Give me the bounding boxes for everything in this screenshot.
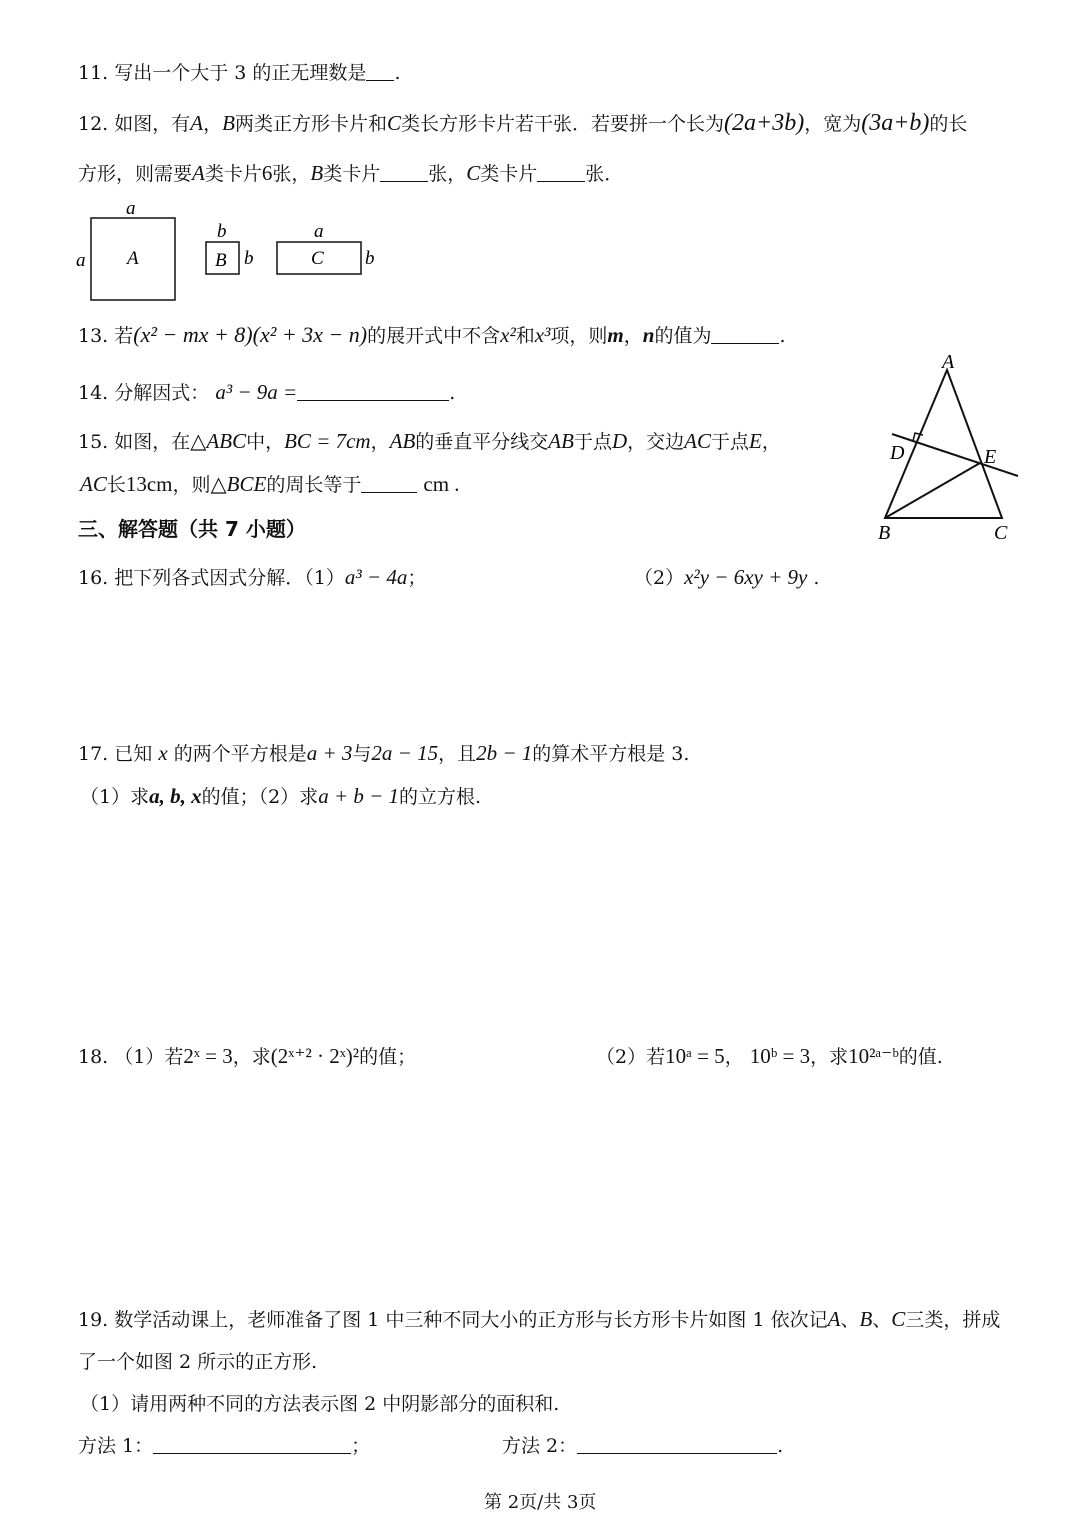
q15-text: ，交边 xyxy=(627,431,685,453)
question-18-part2 xyxy=(596,1043,943,1070)
q13-text: ， xyxy=(623,325,643,347)
q13-n: n xyxy=(642,323,655,347)
q18-expr-2: (2ˣ⁺² · 2ˣ)² xyxy=(270,1044,360,1068)
q13-term-x3: x³ xyxy=(534,323,551,347)
q11-blank[interactable] xyxy=(366,62,394,81)
q16-text: 把下列各式因式分解．（1） xyxy=(114,567,345,589)
q15-triangle-figure xyxy=(868,346,1028,546)
question-19-part1: （1）请用两种不同的方法表示图 2 中阴影部分的面积和. xyxy=(80,1393,560,1415)
q19-text: 、 xyxy=(872,1309,892,1331)
q13-end: . xyxy=(779,325,786,347)
q15-triangle-abc: △ABC xyxy=(190,429,247,453)
question-19-line2: 了一个如图 2 所示的正方形. xyxy=(78,1351,318,1373)
q12-number: 12. xyxy=(78,113,109,135)
q17-expr-1: a + 3 xyxy=(306,741,353,765)
question-16-part2 xyxy=(634,564,819,591)
q17-text: ，且 xyxy=(438,743,477,765)
q12-text: 如图，有 xyxy=(114,113,191,135)
question-17-line2 xyxy=(80,783,481,810)
q17-expr-4: a + b − 1 xyxy=(318,784,400,808)
point-e-label: E xyxy=(984,446,997,468)
question-19-method1 xyxy=(78,1433,370,1459)
q18-text: ，求 xyxy=(810,1046,849,1068)
q15-text: 长 xyxy=(106,474,126,496)
q11-number: 11. xyxy=(78,62,109,84)
q12-blank-b[interactable] xyxy=(380,163,428,182)
q15-point-e: E xyxy=(749,429,762,453)
q11-end: . xyxy=(394,62,401,84)
q14-text: 分解因式： xyxy=(114,382,210,404)
card-a-top-label: a xyxy=(126,198,136,219)
q15-ac-length: 13cm xyxy=(125,472,173,496)
q18-text: 的值； xyxy=(359,1046,417,1068)
method-1-blank[interactable] xyxy=(153,1435,351,1454)
q12-text: 类卡片 xyxy=(323,163,381,185)
q12-blank-c[interactable] xyxy=(537,163,585,182)
q12-c: C xyxy=(466,161,481,185)
q15-text: 的周长等于 xyxy=(266,474,362,496)
question-11 xyxy=(78,60,400,86)
q12-length-expr: (2a+3b) xyxy=(724,110,805,136)
q17-text: 与 xyxy=(352,743,372,765)
question-19-line1 xyxy=(78,1306,1000,1333)
q14-number: 14. xyxy=(78,382,109,404)
q12-a: A xyxy=(192,161,205,185)
point-b-label: B xyxy=(878,522,891,544)
q13-text: 项，则 xyxy=(550,325,608,347)
q18-text: ， xyxy=(724,1046,744,1068)
point-a-label: A xyxy=(942,351,955,373)
q17-text: 已知 xyxy=(114,743,153,765)
q12-text: 张， xyxy=(428,163,467,185)
q15-text: 如图，在 xyxy=(114,431,191,453)
card-c-top-label: a xyxy=(314,221,324,242)
q15-text: 于点 xyxy=(573,431,612,453)
question-19-method2 xyxy=(502,1433,783,1459)
point-d-label: D xyxy=(890,442,905,464)
q15-ac: AC xyxy=(684,429,711,453)
q15-number: 15. xyxy=(78,431,109,453)
q17-expr-2: 2a − 15 xyxy=(371,741,439,765)
q18-text: （2）若 xyxy=(596,1046,666,1068)
q18-expr-1: 2ˣ = 3 xyxy=(183,1044,233,1068)
section-3-heading: 三、解答题（共 7 小题） xyxy=(78,517,306,541)
q13-m: m xyxy=(607,323,624,347)
question-17-line1 xyxy=(78,740,689,767)
q18-text: ，求 xyxy=(232,1046,271,1068)
card-b-top-label: b xyxy=(217,221,227,242)
q12-comma: ， xyxy=(203,113,223,135)
q15-unit: cm . xyxy=(423,472,460,496)
q13-expression: (x² − mx + 8)(x² + 3x − n) xyxy=(133,322,368,347)
q16-part2-label: （2） xyxy=(634,567,685,589)
q12-text: 张． xyxy=(585,163,624,185)
q12-a: A xyxy=(190,111,204,135)
point-c-label: C xyxy=(994,522,1008,544)
q12-b: B xyxy=(310,161,324,185)
card-a-label: A xyxy=(127,248,139,269)
q16-expression-2: x²y − 6xy + 9y xyxy=(684,565,808,589)
q14-expression: a³ − 9a = xyxy=(215,380,298,404)
question-12-line2 xyxy=(78,160,623,187)
q12-c: C xyxy=(386,111,401,135)
q12-text: ，宽为 xyxy=(804,113,862,135)
q13-blank[interactable] xyxy=(711,325,779,344)
q18-text: 的值. xyxy=(898,1046,943,1068)
q17-x: x xyxy=(158,741,168,765)
q15-text: 于点 xyxy=(711,431,750,453)
question-15-line2 xyxy=(80,471,460,498)
q15-triangle-bce: △BCE xyxy=(210,472,267,496)
card-b-label: B xyxy=(215,250,227,271)
q13-number: 13. xyxy=(78,325,109,347)
q17-text: 的值；（2）求 xyxy=(201,786,319,808)
question-16 xyxy=(78,564,426,591)
question-14 xyxy=(78,379,455,406)
page-footer: 第 2页/共 3页 xyxy=(484,1492,597,1513)
q19-b: B xyxy=(859,1307,873,1331)
q18-expr-5: 10²ᵃ⁻ᵇ xyxy=(848,1044,899,1068)
q18-number: 18. xyxy=(78,1046,109,1068)
q17-text: 的算术平方根是 3. xyxy=(532,743,690,765)
method-2-blank[interactable] xyxy=(577,1435,777,1454)
card-b-side-label: b xyxy=(244,248,254,269)
q19-text: 三类，拼成 xyxy=(905,1309,1001,1331)
method-2-end: . xyxy=(777,1435,784,1457)
q17-text: 的两个平方根是 xyxy=(173,743,307,765)
q13-text: 若 xyxy=(114,325,134,347)
card-a-side-label: a xyxy=(76,250,86,271)
q13-term-x2: x² xyxy=(500,323,516,347)
q15-point-d: D xyxy=(611,429,628,453)
card-c-side-label: b xyxy=(365,248,375,269)
q12-width-expr: (3a+b) xyxy=(861,110,930,136)
q15-text: ，则 xyxy=(172,474,211,496)
q13-text: 的展开式中不含 xyxy=(367,325,501,347)
q13-text: 的值为 xyxy=(654,325,712,347)
question-13 xyxy=(78,322,786,349)
q12-text: 类卡片 xyxy=(480,163,538,185)
q14-blank[interactable] xyxy=(297,382,449,401)
q19-text: 数学活动课上，老师准备了图 1 中三种不同大小的正方形与长方形卡片如图 1 依次记 xyxy=(114,1309,828,1331)
q19-c: C xyxy=(891,1307,906,1331)
q12-card-figure xyxy=(70,198,390,308)
q15-text: 的垂直平分线交 xyxy=(415,431,549,453)
q19-text: 、 xyxy=(840,1309,860,1331)
q19-a: A xyxy=(827,1307,841,1331)
q18-expr-3: 10ᵃ = 5 xyxy=(665,1044,725,1068)
question-12-line1 xyxy=(78,110,967,137)
q17-text: （1）求 xyxy=(80,786,150,808)
q16-number: 16. xyxy=(78,567,109,589)
q15-text: ， xyxy=(761,431,781,453)
q12-b: B xyxy=(222,111,235,135)
q12-text: 方形，则需要 xyxy=(78,163,193,185)
segment-be xyxy=(885,463,980,518)
q17-text: 的立方根. xyxy=(399,786,482,808)
q12-text: 张， xyxy=(272,163,311,185)
q15-ab: AB xyxy=(389,429,416,453)
q16-expression-1: a³ − 4a xyxy=(344,565,408,589)
q12-text: 类长方形卡片若干张．若要拼一个长为 xyxy=(400,113,724,135)
q19-number: 19. xyxy=(78,1309,109,1331)
q12-text: 类卡片 xyxy=(204,163,262,185)
question-15-line1 xyxy=(78,428,781,455)
q17-expr-3: 2b − 1 xyxy=(476,741,533,765)
q12-six: 6 xyxy=(261,161,273,185)
q18-expr-4: 10ᵇ = 3 xyxy=(749,1044,811,1068)
method-1-end: ； xyxy=(351,1435,371,1457)
question-18-part1 xyxy=(78,1043,416,1070)
q15-text: ， xyxy=(370,431,390,453)
q15-text: 中， xyxy=(246,431,285,453)
q16-end: . xyxy=(813,567,820,589)
q13-text: 和 xyxy=(515,325,535,347)
q12-text: 的长 xyxy=(929,113,968,135)
method-1-label: 方法 1： xyxy=(78,1435,154,1457)
q14-end: . xyxy=(449,382,456,404)
method-2-label: 方法 2： xyxy=(502,1435,578,1457)
q11-text: 写出一个大于 3 的正无理数是 xyxy=(114,62,367,84)
q12-text: 两类正方形卡片和 xyxy=(234,113,387,135)
q16-sep: ； xyxy=(407,567,427,589)
q15-blank[interactable] xyxy=(361,474,417,493)
q17-vars: a, b, x xyxy=(149,784,202,808)
q15-ac: AC xyxy=(80,472,107,496)
q18-text: （1）若 xyxy=(114,1046,184,1068)
q15-ab: AB xyxy=(548,429,574,453)
card-c-label: C xyxy=(311,248,324,269)
q15-bc: BC = 7cm xyxy=(284,429,371,453)
q17-number: 17. xyxy=(78,743,109,765)
